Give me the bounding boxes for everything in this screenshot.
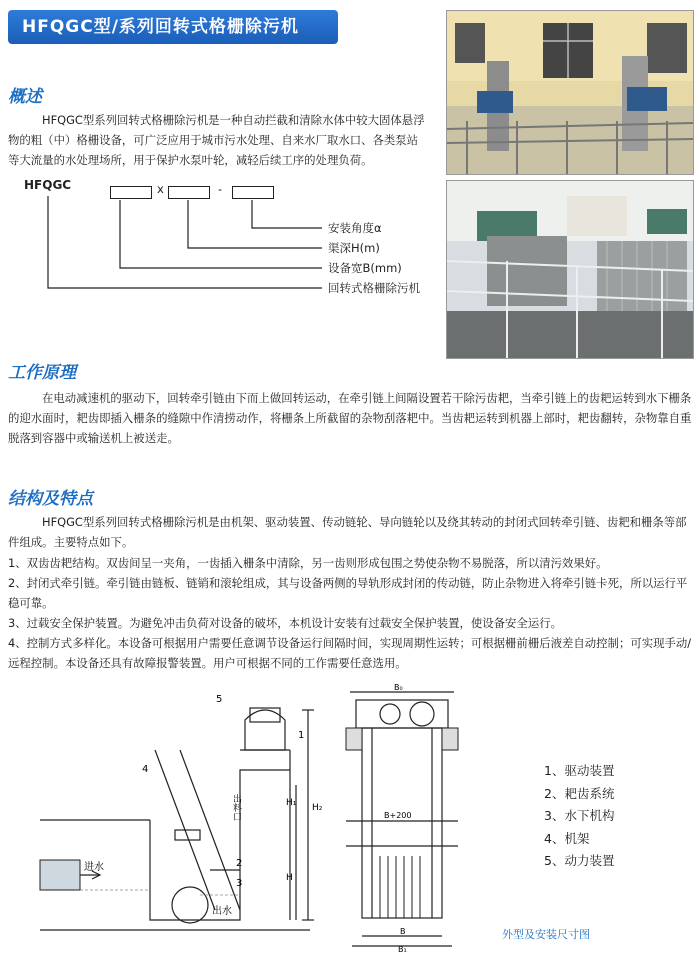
- principle-paragraph: 在电动减速机的驱动下，回转牵引链由下而上做回转运动，在牵引链上间隔设置若干除污齿耙，当牵引链上的齿耙运转到水下栅条的迎水面时，耙齿即插入栅条的缝隙中作清捞动作，将栅条上所截留的杂物刮落耙中。当齿耙运转到机器上部时，耙齿翻转，杂物靠自重脱落到容器中或输送机上被送走。: [8, 391, 692, 445]
- structure-intro: HFQGC型系列回转式格栅除污机是由机架、驱动装置、传动链轮、导向链轮以及绕其转动的封闭式回转牵引链、齿耙和栅条等部件组成。主要特点如下。: [8, 515, 687, 549]
- part-label-4: 4: [142, 764, 149, 775]
- feature-item-4: 4、控制方式多样化。本设备可根据用户需要任意调节设备运行间隔时间，实现周期性运转；可根据栅前栅后液差自动控制；可实现手动/远程控制。本设备还具有故障报警装置。用户可根据不同的工作需要任意选用。: [8, 636, 692, 670]
- photo-installation-2: [446, 180, 694, 359]
- inlet-label: 进水: [84, 862, 104, 873]
- drawing-caption: 外型及安装尺寸图: [502, 928, 590, 941]
- front-view-drawing: [342, 683, 462, 954]
- legend-item-5: 5、动力装置: [544, 853, 615, 868]
- outlet-label: 出水: [212, 906, 232, 917]
- part-label-2: 2: [236, 858, 243, 869]
- feature-item-2: 2、封闭式牵引链。牵引链由链板、链销和滚轮组成，其与设备两侧的导轨形成封闭的传动链，防止杂物进入将牵引链卡死，所以运行平稳可靠。: [8, 576, 688, 610]
- parts-legend: [544, 760, 614, 873]
- page-title: HFQGC型/系列回转式格栅除污机: [8, 10, 338, 44]
- side-view-drawing: [40, 690, 323, 950]
- dim-b200: B+200: [384, 811, 412, 820]
- part-label-5: 5: [216, 694, 223, 705]
- dim-b0: B₀: [394, 683, 403, 692]
- label-angle: 安装角度α: [328, 221, 382, 235]
- legend-item-1: 1、驱动装置: [544, 763, 615, 778]
- dim-b: B: [400, 927, 406, 936]
- part-label-3: 3: [236, 878, 243, 889]
- discharge-label: 出料口: [231, 794, 241, 821]
- dim-h2: H₂: [312, 803, 323, 813]
- legend-item-2: 2、耙齿系统: [544, 785, 615, 801]
- photo-installation-1: [446, 10, 694, 175]
- model-code-diagram: [10, 176, 430, 306]
- overview-heading: 概述: [8, 87, 42, 107]
- label-machine: 回转式格栅除污机: [328, 281, 420, 295]
- legend-item-3: 3、水下机构: [544, 808, 615, 823]
- legend-item-4: 4、机架: [544, 830, 590, 846]
- dim-h1: H₁: [286, 798, 297, 808]
- label-width: 设备宽B(mm): [328, 261, 402, 275]
- label-depth: 渠深H(m): [328, 241, 380, 255]
- separator-dash: -: [218, 182, 223, 196]
- principle-heading: 工作原理: [8, 363, 76, 383]
- part-label-1: 1: [298, 730, 305, 741]
- separator-x: x: [157, 182, 164, 196]
- model-prefix: HFQGC: [24, 178, 72, 192]
- feature-item-1: 1、双齿齿耙结构。双齿间呈一夹角，一齿插入栅条中清除，另一齿则形成包围之势使杂物不易脱落，所以清污效果好。: [8, 556, 608, 570]
- feature-item-3: 3、过载安全保护装置。为避免冲击负荷对设备的破坏，本机设计安装有过载安全保护装置，使设备安全运行。: [8, 616, 562, 630]
- overview-paragraph: HFQGC型系列回转式格栅除污机是一种自动拦截和清除水体中较大固体悬浮物的粗（中）格栅设备，可广泛应用于城市污水处理、自来水厂取水口、各类泵站等大流量的水处理场所，用于保护水泵叶轮，减轻后续工序的处理负荷。: [8, 113, 425, 167]
- dim-b1: B₁: [398, 945, 407, 954]
- dim-h: H: [286, 873, 293, 883]
- structure-heading: 结构及特点: [8, 489, 93, 509]
